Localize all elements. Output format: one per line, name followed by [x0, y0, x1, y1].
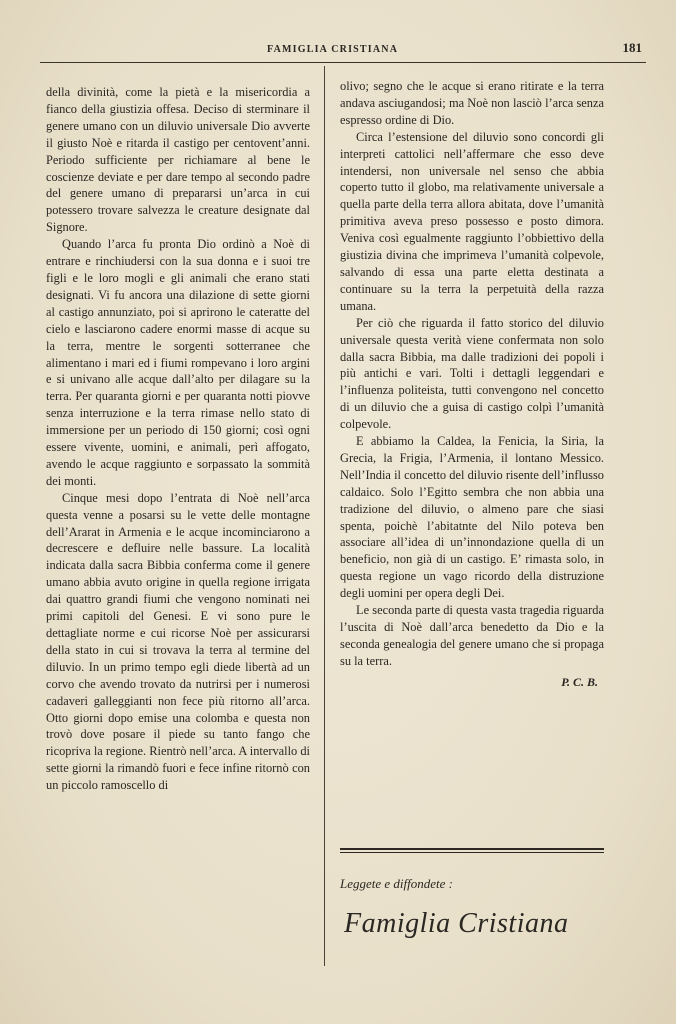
header-rule — [40, 62, 646, 63]
promo-rule-thin — [340, 852, 604, 853]
running-title: FAMIGLIA CRISTIANA — [267, 44, 399, 55]
right-column — [340, 78, 604, 691]
left-column — [46, 84, 310, 794]
paragraph: Cinque mesi dopo l’entrata di Noè nell’arca questa venne a posarsi su le vette delle montagne dell’Ararat in Armenia e le acque incominciarono a decrescere e defluire nelle bassure. La località indicata dalla sacra Bibbia conferma come il genere umano abbia avuto origine in quella regione irrigata dai quattro grandi fiumi che vengono nominati nei primi capitoli del Genesi. E vi sono pure le dettagliate norme e cui ricorse Noè per assicurarsi della stato in cui si trovava la terra al termine del diluvio. In un primo tempo egli diede libertà ad un corvo che avendo trovato da nutrirsi per i numerosi cadaveri galleggianti non fece più ritorno all’arca. Otto giorni dopo emise una colomba e questa non trovò dove posare il piede su tanto fango che ricopriva la regione. Rientrò nell’arca. A intervallo di sette giorni la rimandò fuori e fece infine ritornò con un piccolo ramoscello di — [46, 490, 310, 793]
paragraph: olivo; segno che le acque si erano ritirate e la terra andava asciugandosi; ma Noè non lasciò l’arca senza espresso ordine di Dio. — [340, 79, 604, 127]
paragraph: Quando l’arca fu pronta Dio ordinò a Noè di entrare e rinchiudersi con la sua donna e i suoi tre figli e le loro mogli e gli animali che erano stati designati. Vi fu ancora una dilazione di sette giorni al castigo annunziato, poi si aprirono le cateratte del cielo e lasciarono cadere enormi masse di acque su la terra, mentre le sorgenti sotterranee che alimentano i mari ed i fiumi rompevano i loro argini e si univano alle acque dall’alto per dilagare su la terra. Per quaranta giorni e per quaranta notti piovve senza interruzione e la terra rimase nello stato di immersione per un periodo di 150 giorni; così ogni essere vivente, uomini, e animali, perì affogato, avendo le acque raggiunto e sorpassato la sommità dei monti. — [46, 237, 310, 488]
paragraph: della divinità, come la pietà e la misericordia a fianco della giustizia offesa. Deciso di sterminare il genere umano con un diluvio universale Dio avverte il giusto Noè e ritarda il castigo per centovent’anni. Periodo sufficiente per richiamare al bene le coscienze deviate e per dare tempo al secondo padre del genere umano di prepararsi un’arca in cui potessero trovare salvezza le creature designate dal Signore. — [46, 85, 310, 235]
paragraph: Circa l’estensione del diluvio sono concordi gli interpreti cattolici nell’affermare che esso deve intendersi, non universale nel senso che abbia coperto tutto il globo, ma relativamente universale a quella parte della terra allora abitata, dove l’umanità primitiva aveva preso possesso e posto dimora. Veniva così egualmente raggiunto l’obbiettivo della giustizia divina che imprimeva l’umanità colpevole, salvando di essa una parte eletta destinata a continuare su la terra la perpetuità della razza umana. — [340, 129, 604, 313]
paragraph: Per ciò che riguarda il fatto storico del diluvio universale questa verità viene confermata non solo dalla sacra Bibbia, ma dalle tradizioni dei popoli i più antichi e vari. Tolti i dettagli leggendari e l’influenza politeista, tutti convengono nel concetto di un diluvio che a guisa di castigo colpì l’umanità colpevole. — [340, 315, 604, 432]
promo-magazine-title: Famiglia Cristiana — [344, 908, 569, 939]
paragraph: Le seconda parte di questa vasta tragedia riguarda l’uscita di Noè dall’arca benedetto da Dio e la seconda genealogia del genere umano che si propaga su la terra. — [340, 603, 604, 668]
column-divider — [324, 66, 325, 966]
page-header — [40, 40, 646, 62]
author-signature: P. C. B. — [561, 674, 598, 689]
paragraph: E abbiamo la Caldea, la Fenicia, la Siria, la Grecia, la Frigia, l’Armenia, il lontano Messico. Nell’India il concetto del diluvio risente dell’influsso caldaico. Solo l’Egitto sembra che non abbia una tradizione del diluvio, o almeno pare che siasi spenta, poichè l’abitatnte del Nilo poteva ben associare all’idea di un’innondazione quella di un beneficio, non già di un castigo. E’ rimasta solo, in questa regione un vago ricordo della distruzione degli uomini per opera degli Dei. — [340, 434, 604, 601]
promo-lead-text: Leggete e diffondete : — [340, 876, 453, 891]
promo-rule — [340, 848, 604, 850]
page-number: 181 — [622, 40, 642, 55]
